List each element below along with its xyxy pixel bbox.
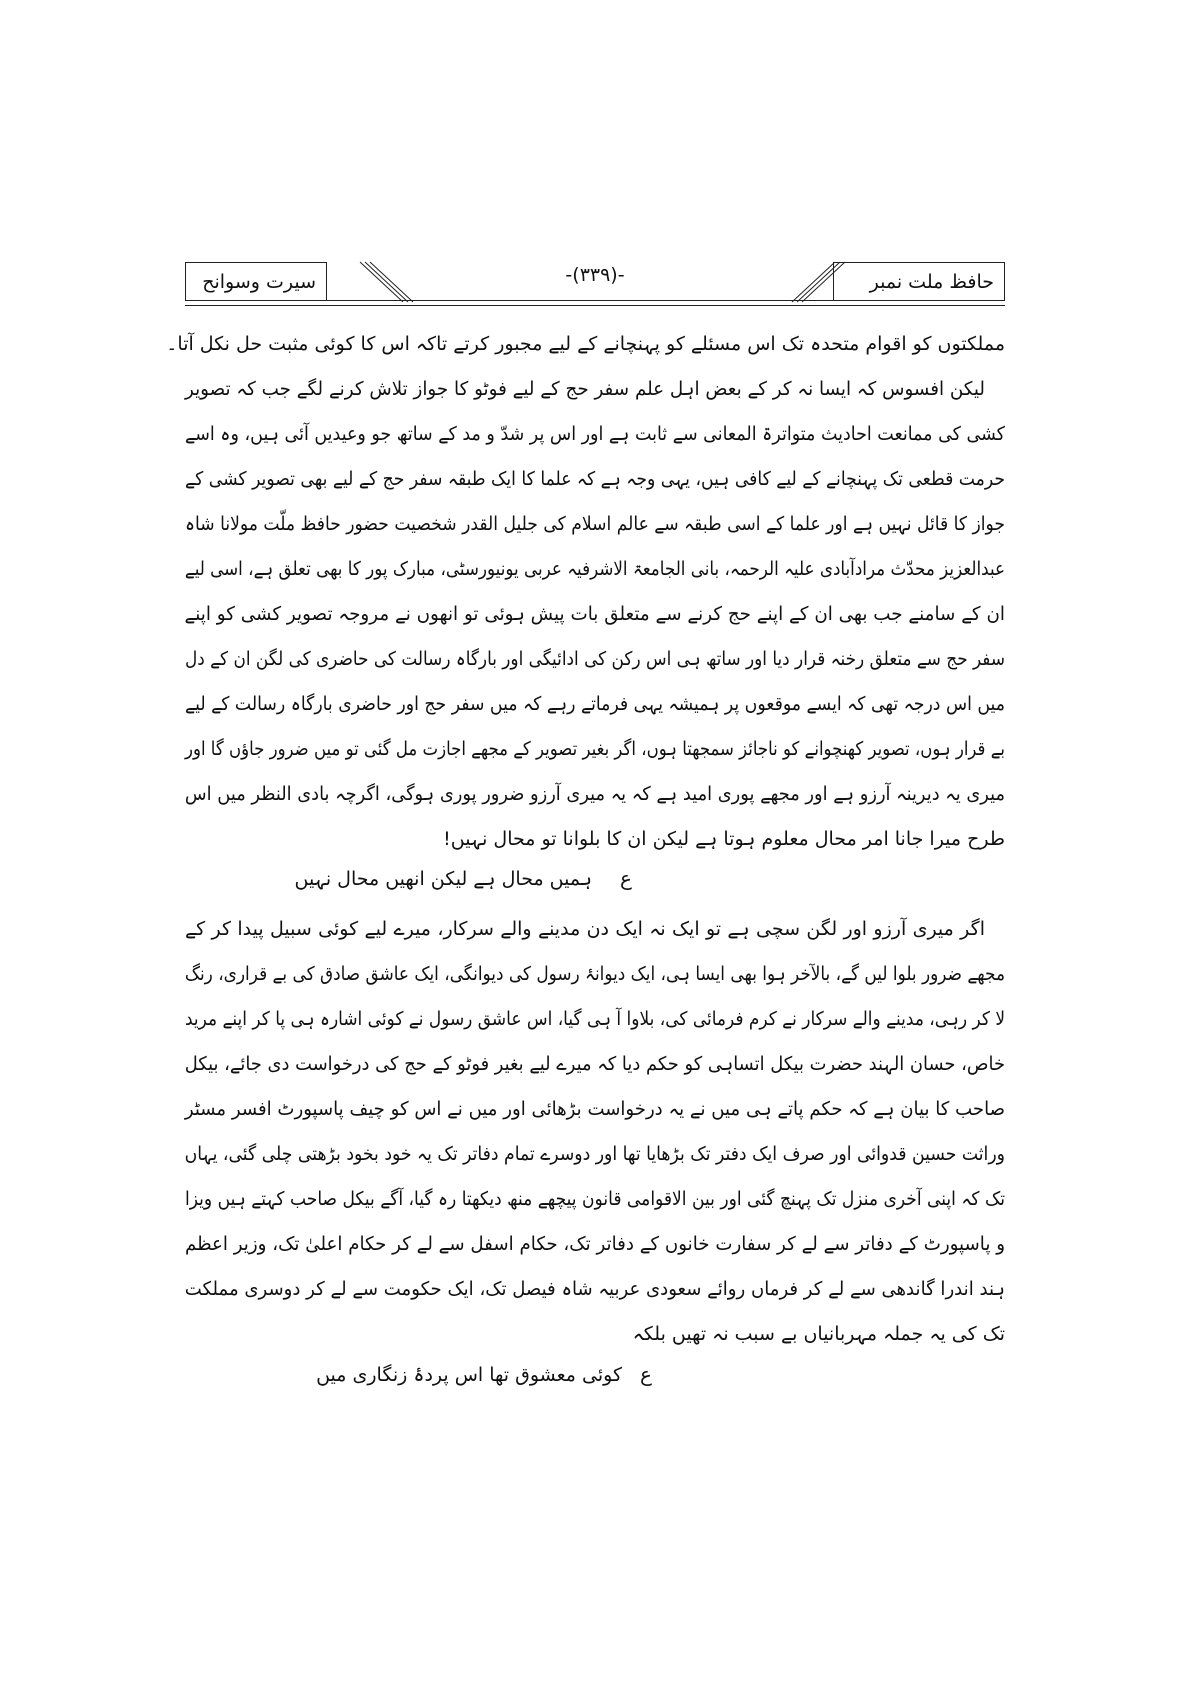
text-line: بے قرار ہوں، تصویر کھنچوانے کو ناجائز سمجھتا ہوں، اگر بغیر تصویر کے مجھے اجازت مل گئی تو میں ضرور جاؤں گا اور — [185, 738, 1005, 760]
verse-text: ہمیں محال ہے لیکن انھیں محال نہیں — [294, 868, 592, 890]
text-line: کشی کی ممانعت احادیث متواترۃ المعانی سے ثابت ہے اور اس پر شدّ و مد کے ساتھ جو وعیدیں آئی ہیں، وہ اسے — [185, 423, 1005, 445]
text-line: خاص، حسان الہند حضرت بیکل اتساہی کو حکم دیا کہ میرے لیے بغیر فوٹو کے حج کی درخواست دی جائے، بیکل — [184, 1053, 1006, 1075]
text-line: جواز کا قائل نہیں ہے اور علما کے اسی طبقہ سے عالم اسلام کی جلیل القدر شخصیت حضور حافظ ملّت مولانا شاہ — [185, 513, 1005, 535]
text-line: ان کے سامنے جب بھی ان کے اپنے حج کرنے سے متعلق بات پیش ہوئی تو انھوں نے مروجہ تصویر کشی کو اپنے — [184, 603, 1005, 625]
text-line: اگر میری آرزو اور لگن سچی ہے تو ایک نہ ایک دن مدینے والے سرکار، میرے لیے کوئی سبیل پیدا کر کے — [185, 918, 985, 940]
text-line: عبدالعزیز محدّث مرادآبادی علیہ الرحمہ، بانی الجامعۃ الاشرفیہ عربی یونیورسٹی، مبارک پور کا بھی تعلق ہے، اسی لیے — [184, 558, 1006, 580]
page-number: -(۳۳۹)- — [565, 264, 625, 286]
text-line: وراثت حسین قدوائی اور صرف ایک دفتر تک بڑھایا تھا اور دوسرے تمام دفاتر تک یہ خود بخود بڑھتی چلی گئی، یہاں — [184, 1143, 1005, 1165]
text-line: صاحب کا بیان ہے کہ حکم پاتے ہی میں نے یہ درخواست بڑھائی اور میں نے اس کو چیف پاسپورٹ افسر مسٹر — [184, 1098, 1005, 1120]
text-line: طرح میرا جانا امر محال معلوم ہوتا ہے لیکن ان کا بلوانا تو محال نہیں! — [443, 828, 1005, 850]
journal-title: حافظ ملت نمبر — [833, 262, 1005, 301]
text-line: ہند اندرا گاندھی سے لے کر فرماں روائے سعودی عربیہ شاہ فیصل تک، ایک حکومت سے لے کر دوسری مملکت — [184, 1278, 1005, 1300]
text-line: و پاسپورٹ کے دفاتر سے لے کر سفارت خانوں کے دفاتر تک، حکام اسفل سے لے کر حکام اعلیٰ تک، وزیر اعظم — [185, 1233, 1005, 1255]
verse-mark: ع — [640, 1362, 652, 1386]
text-line: حرمت قطعی تک پہنچانے کے لیے کافی ہیں، یہی وجہ ہے کہ علما کا ایک طبقہ سفر حج کے لیے بھی تصویر کشی کے — [185, 468, 1005, 490]
text-line: لا کر رہی، مدینے والے سرکار نے کرم فرمائی کی، بلاوا آ ہی گیا، اس عاشق رسول نے کوئی اشارہ ہی پا کر اپنے مرید — [185, 1008, 1005, 1030]
text-line: تک کی یہ جملہ مہربانیاں بے سبب نہ تھیں بلکہ — [632, 1323, 1005, 1345]
verse-text: کوئی معشوق تھا اس پردۂ زنگاری میں — [316, 1364, 622, 1386]
text-line: تک کہ اپنی آخری منزل تک پہنچ گئی اور بین الاقوامی قانون پیچھے منھ دیکھتا رہ گیا، آگے بیکل صاحب کہتے ہیں ویزا — [185, 1188, 1005, 1210]
text-line: میری یہ دیرینہ آرزو ہے اور مجھے پوری امید ہے کہ یہ میری آرزو ضرور پوری ہوگی، اگرچہ بادی النظر میں اس — [184, 783, 1006, 805]
text-line: مجھے ضرور بلوا لیں گے، بالآخر ہوا بھی ایسا ہی، ایک دیوانۂ رسول کی دیوانگی، ایک عاشق صادق کی بے قراری، رنگ — [184, 963, 1005, 985]
text-line: لیکن افسوس کہ ایسا نہ کر کے بعض اہل علم سفر حج کے لیے فوٹو کا جواز تلاش کرنے لگے جب کہ تصویر — [185, 378, 985, 400]
text-line: مملکتوں کو اقوام متحدہ تک اس مسئلے کو پہنچانے کے لیے مجبور کرتے تاکہ اس کا کوئی مثبت حل نکل آتا۔ — [166, 333, 1005, 355]
section-title: سیرت وسوانح — [185, 262, 327, 301]
verse-mark: ع — [620, 866, 632, 890]
text-line: سفر حج سے متعلق رخنہ قرار دیا اور ساتھ ہی اس رکن کی ادائیگی اور بارگاہ رسالت کی حاضری کی لگن ان کے دل — [185, 648, 1005, 670]
header-rule — [185, 300, 1005, 306]
text-line: میں اس درجہ تھی کہ ایسے موقعوں پر ہمیشہ یہی فرماتے رہے کہ میں سفر حج اور حاضری بارگاہ رسالت کے لیے — [185, 693, 1005, 715]
page-header — [185, 258, 1005, 306]
